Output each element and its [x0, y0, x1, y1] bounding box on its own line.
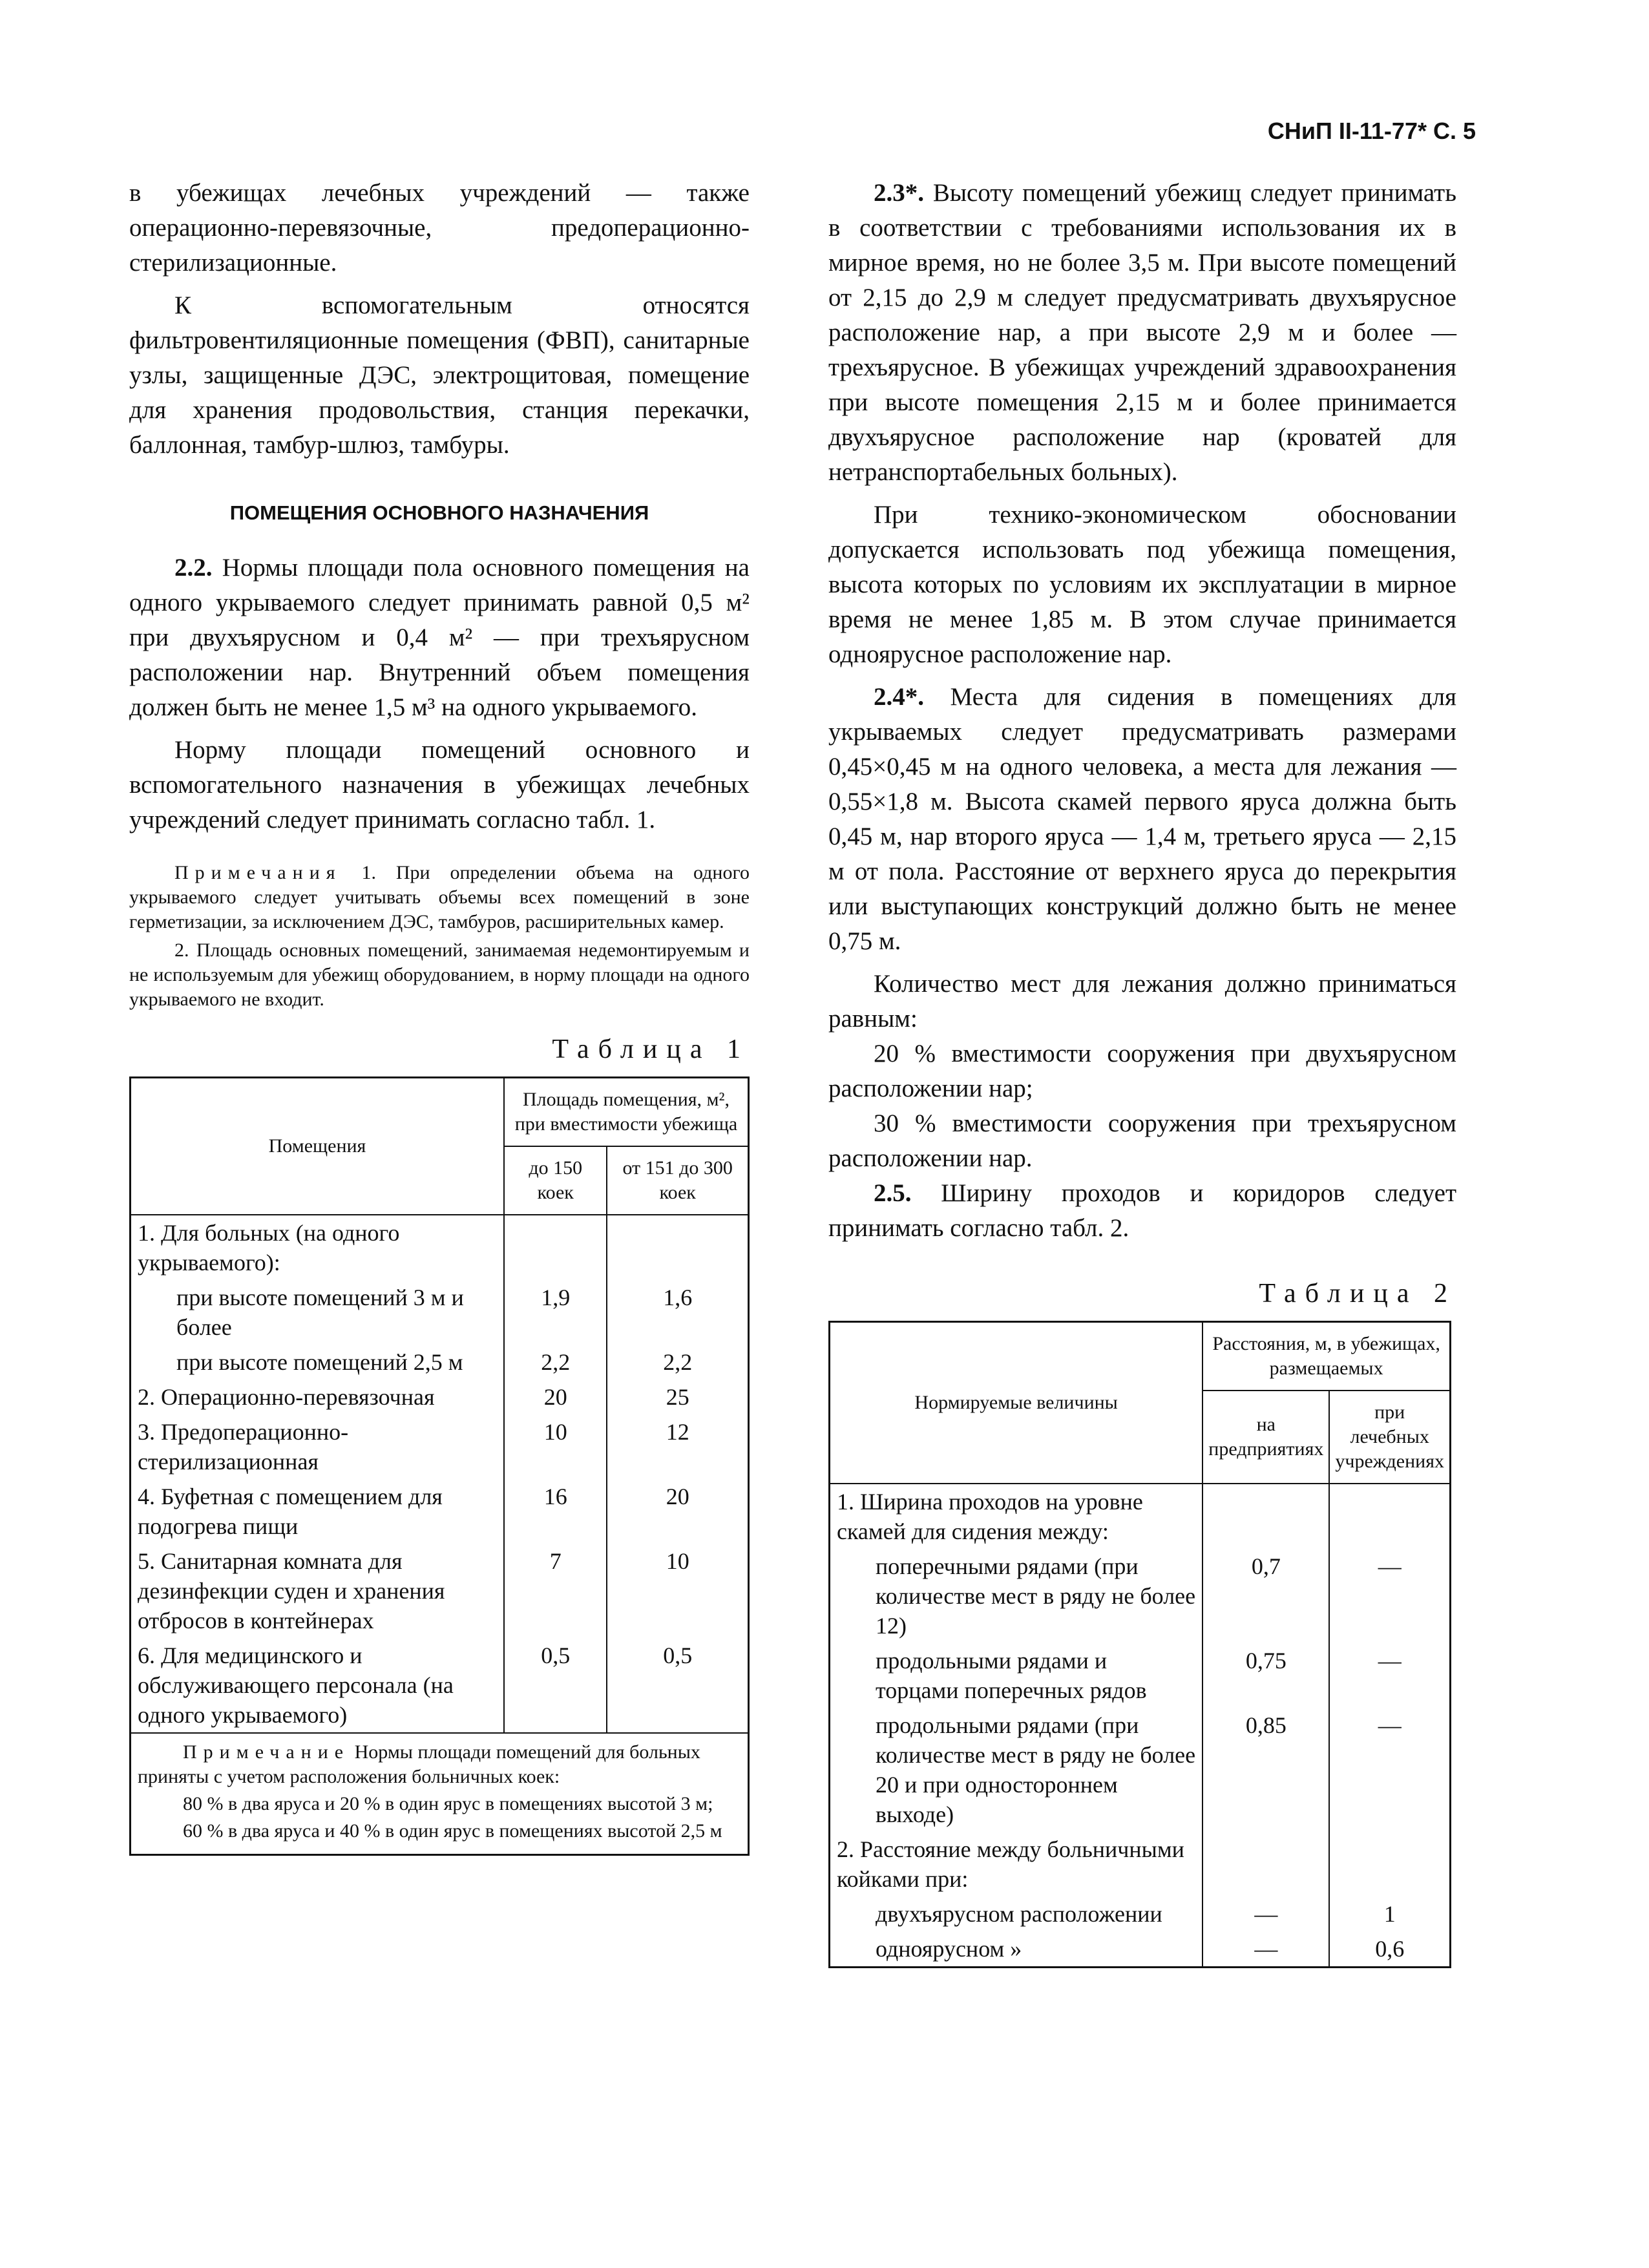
clause-number: 2.5.: [874, 1179, 912, 1207]
row-label: при высоте помещений 3 м и более: [176, 1285, 464, 1340]
table-row: [131, 1479, 749, 1544]
row-label: продольными рядами и торцами поперечных рядов: [876, 1648, 1147, 1703]
cell-value: 0,75: [1203, 1643, 1329, 1708]
column-header: Нормируемые величины: [830, 1322, 1203, 1484]
cell-value: [504, 1215, 607, 1280]
cell-value: [1203, 1484, 1329, 1549]
column-header: на предприятиях: [1203, 1391, 1329, 1484]
cell-value: 1,9: [504, 1280, 607, 1345]
table-1-body: [131, 1215, 749, 1733]
table-row: [131, 1215, 749, 1280]
page-header: СНиП II-11-77* С. 5: [1267, 118, 1476, 144]
table-row: [830, 1896, 1451, 1931]
table-1: [129, 1076, 750, 1856]
cell-value: [1329, 1832, 1450, 1896]
row-label: 1. Для больных (на одного укрываемого):: [138, 1220, 400, 1276]
paragraph-2-5: [828, 1176, 1456, 1246]
row-label: 1. Ширина проходов на уровне скамей для сидения между:: [837, 1489, 1143, 1544]
row-label: поперечными рядами (при количестве мест в ряду не более 12): [876, 1553, 1196, 1639]
table-row: [131, 1345, 749, 1380]
cell-value: 0,6: [1329, 1931, 1450, 1968]
clause-number: 2.4*.: [874, 683, 924, 711]
cell-value: 0,5: [504, 1638, 607, 1733]
row-label: 4. Буфетная с помещением для подогрева пищи: [138, 1484, 443, 1539]
cell-value: 2,2: [504, 1345, 607, 1380]
left-column: [129, 176, 750, 1856]
cell-value: —: [1203, 1931, 1329, 1968]
row-label: 6. Для медицинского и обслуживающего персонала (на одного укрываемого): [138, 1643, 454, 1728]
column-header: до 150 коек: [504, 1146, 607, 1215]
row-label: при высоте помещений 2,5 м: [176, 1349, 463, 1375]
clause-text: Места для сидения в помещениях для укрываемых следует предусматривать размерами 0,45×0,45 м на одного человека, а места для лежания — 0,55×1,8 м. Высота скамей первого яруса должна быть 0,45 м, нар второго яруса — 1,4 м, третьего яруса — 2,15 м от пола. Расстояние от верхнего яруса до перекрытия или выступающих конструкций должно быть не менее 0,75 м.: [828, 683, 1456, 955]
table-row: [830, 1643, 1451, 1708]
table-row: [830, 1549, 1451, 1643]
table-row: [131, 1638, 749, 1733]
note-1: [129, 861, 750, 934]
table-1-caption: Таблица 1: [552, 1034, 750, 1064]
table-1-note: [131, 1733, 749, 1855]
cell-value: 25: [607, 1380, 748, 1414]
row-label: 2. Операционно-перевязочная: [138, 1384, 435, 1410]
cell-value: 10: [504, 1414, 607, 1479]
cell-value: 2,2: [607, 1345, 748, 1380]
cell-value: 1,6: [607, 1280, 748, 1345]
section-heading: ПОМЕЩЕНИЯ ОСНОВНОГО НАЗНАЧЕНИЯ: [229, 501, 649, 524]
clause-text: Нормы площади пола основного помещения на одного укрываемого следует принимать равной 0,5 м² при двухъярусном и 0,4 м² — при трехъярусном расположении нар. Внутренний объем помещения должен быть не менее 1,5 м³ на одного укрываемого.: [129, 554, 750, 721]
paragraph-2-4: [828, 680, 1456, 959]
table-row: [131, 1380, 749, 1414]
cell-value: [1329, 1484, 1450, 1549]
cell-value: 0,85: [1203, 1708, 1329, 1832]
cell-value: 12: [607, 1414, 748, 1479]
cell-value: 10: [607, 1544, 748, 1638]
table-row: [830, 1832, 1451, 1896]
row-label: 5. Санитарная комната для дезинфекции суден и хранения отбросов в контейнерах: [138, 1548, 445, 1633]
paragraph: При технико-экономическом обосновании допускается использовать под убежища помещения, высота которых по условиям их эксплуатации в мирное время не менее 1,85 м. В этом случае принимается одноярусное расположение нар.: [828, 501, 1456, 668]
table-row: [830, 1708, 1451, 1832]
note-line: 60 % в два яруса и 40 % в один ярус в помещениях высотой 2,5 м: [183, 1820, 722, 1842]
cell-value: [1203, 1832, 1329, 1896]
cell-value: 1: [1329, 1896, 1450, 1931]
cell-value: 7: [504, 1544, 607, 1638]
list-item: 30 % вместимости сооружения при трехъярусном расположении нар.: [828, 1109, 1456, 1172]
column-header: от 151 до 300 коек: [607, 1146, 748, 1215]
cell-value: 16: [504, 1479, 607, 1544]
cell-value: —: [1329, 1708, 1450, 1832]
table-row: [830, 1931, 1451, 1968]
note-line: 80 % в два яруса и 20 % в один ярус в помещениях высотой 3 м;: [183, 1793, 713, 1814]
row-label: одноярусном »: [876, 1936, 1022, 1962]
cell-value: 0,5: [607, 1638, 748, 1733]
right-column: [828, 176, 1456, 1968]
list-item: 20 % вместимости сооружения при двухъярусном расположении нар;: [828, 1040, 1456, 1102]
cell-value: —: [1203, 1896, 1329, 1931]
clause-number: 2.2.: [174, 554, 213, 582]
cell-value: [607, 1215, 748, 1280]
table-row: [131, 1280, 749, 1345]
group-header: Площадь помещения, м², при вместимости убежища: [504, 1078, 749, 1147]
group-header: Расстояния, м, в убежищах, размещаемых: [1203, 1322, 1450, 1391]
paragraph: К вспомогательным относятся фильтровентиляционные помещения (ФВП), санитарные узлы, защищенные ДЭС, электрощитовая, помещение для хранения продовольствия, станция перекачки, баллонная, тамбур-шлюз, тамбуры.: [129, 291, 750, 459]
cell-value: 20: [607, 1479, 748, 1544]
row-label: 3. Предоперационно-стерилизационная: [138, 1419, 349, 1475]
table-2-caption: Таблица 2: [1259, 1279, 1456, 1308]
column-header: Помещения: [131, 1078, 505, 1215]
column-header: при лечебных учреждениях: [1329, 1391, 1450, 1484]
paragraph-2-2: [129, 551, 750, 725]
note-2: 2. Площадь основных помещений, занимаемая недемонтируемым и не используемым для убежищ оборудованием, в норму площади на одного укрываемого не входит.: [129, 940, 750, 1010]
table-2-body: [830, 1484, 1451, 1968]
cell-value: 20: [504, 1380, 607, 1414]
paragraph: в убежищах лечебных учреждений — также операционно-перевязочные, предоперационно-стерилизационные.: [129, 179, 750, 277]
note-text: Нормы площади помещений для больных приняты с учетом расположения больничных коек:: [138, 1741, 700, 1787]
paragraph: Норму площади помещений основного и вспомогательного назначения в убежищах лечебных учреждений следует принимать согласно табл. 1.: [129, 736, 750, 834]
table-2: [828, 1321, 1451, 1968]
table-row: [131, 1544, 749, 1638]
notes-block: [129, 861, 750, 1012]
cell-value: 0,7: [1203, 1549, 1329, 1643]
row-label: 2. Расстояние между больничными койками при:: [837, 1836, 1184, 1892]
note-label: Примечание: [183, 1741, 350, 1763]
table-row: [830, 1484, 1451, 1549]
cell-value: —: [1329, 1643, 1450, 1708]
paragraph: Количество мест для лежания должно приниматься равным:: [828, 970, 1456, 1033]
row-label: продольными рядами (при количестве мест в ряду не более 20 и при одностороннем выходе): [876, 1712, 1196, 1827]
paragraph-2-3: [828, 176, 1456, 490]
table-row: [131, 1414, 749, 1479]
clause-text: Ширину проходов и коридоров следует принимать согласно табл. 2.: [828, 1179, 1456, 1242]
cell-value: —: [1329, 1549, 1450, 1643]
notes-label: Примечания: [174, 862, 342, 883]
note-first: [138, 1740, 741, 1789]
row-label: двухъярусном расположении: [876, 1901, 1162, 1927]
note-text: 1. При определении объема на одного укрываемого следует учитывать объемы всех помещений в зоне герметизации, за исключением ДЭС, тамбуров, расширительных камер.: [129, 862, 750, 932]
clause-text: Высоту помещений убежищ следует принимать в соответствии с требованиями использования их в мирное время, но не более 3,5 м. При высоте помещений от 2,15 до 2,9 м следует предусматривать двухъярусное расположение нар, а при высоте 2,9 м и более — трехъярусное. В убежищах учреждений здравоохранения при высоте помещения 2,15 м и более принимается двухъярусное расположение нар (кроватей для нетранспортабельных больных).: [828, 179, 1456, 486]
clause-number: 2.3*.: [874, 179, 924, 207]
